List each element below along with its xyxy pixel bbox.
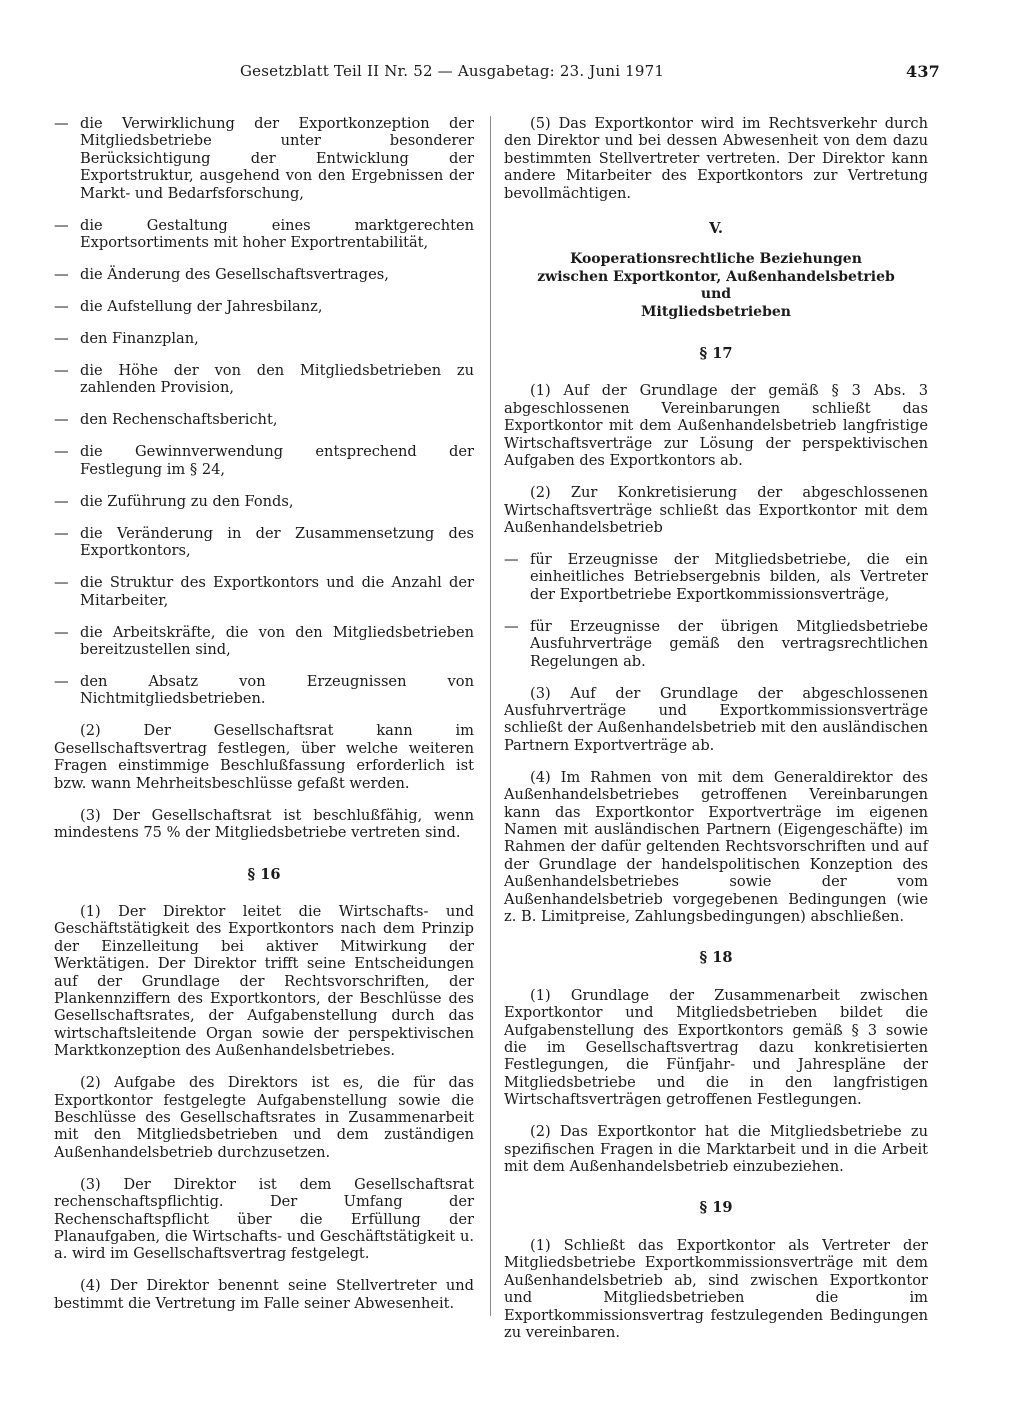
list-item: — die Verwirklichung der Exportkonzeption der Mitgliedsbetriebe unter besonderer Berücksichtigung der Entwicklung der Exportstruktur, ausgehend von den Ergebnissen der Markt- und Bedarfsforschung,: [54, 115, 474, 202]
page-header: [240, 62, 940, 86]
section-heading: § 16: [247, 865, 281, 883]
decision-list: [54, 115, 474, 708]
list-item: — für Erzeugnisse der übrigen Mitgliedsbetriebe Ausfuhrverträge gemäß den vertragsrechtlichen Regelungen ab.: [504, 617, 928, 670]
chapter-number: V.: [709, 220, 723, 238]
right-column: [504, 115, 928, 1356]
paragraph: (5) Das Exportkontor wird im Rechtsverkehr durch den Direktor und bei dessen Abwesenheit von dem dazu bestimmten Stellvertreter vertreten. Der Direktor kann andere Mitarbeiter des Exportkontors zur Vertretung bevollmächtigen.: [504, 115, 928, 202]
paragraph: (1) Auf der Grundlage der gemäß § 3 Abs. 3 abgeschlossenen Vereinbarungen schließt das Exportkontor mit dem Außenhandelsbetrieb langfristige Wirtschaftsverträge zur Lösung der perspektivischen Aufgaben des Exportkontors ab.: [504, 382, 928, 470]
header-title: Gesetzblatt Teil II Nr. 52 — Ausgabetag: 23. Juni 1971: [240, 62, 665, 80]
list-item: — die Arbeitskräfte, die von den Mitgliedsbetrieben bereitzustellen sind,: [54, 623, 474, 659]
paragraph: (3) Der Gesellschaftsrat ist beschlußfähig, wenn mindestens 75 % der Mitgliedsbetriebe vertreten sind.: [54, 806, 474, 842]
section-heading: § 18: [699, 949, 733, 967]
paragraph: (4) Im Rahmen von mit dem Generaldirektor des Außenhandelsbetriebes getroffenen Vereinbarungen kann das Exportkontor Exportverträge im eigenen Namen mit ausländischen Partnern (Eigengeschäfte) im Rahmen der dafür geltenden Rechtsvorschriften und auf der Grundlage der handelspolitischen Konzeption des Außenhandelsbetriebes sowie der vom Außenhandelsbetrieb vorgegebenen Bedingungen (wie z. B. Limitpreise, Zahlungsbedingungen) abschließen.: [504, 768, 928, 925]
list-item: — die Gewinnverwendung entsprechend der Festlegung im § 24,: [54, 443, 474, 478]
list-item: — die Gestaltung eines marktgerechten Exportsortiments mit hoher Exportrentabilität,: [54, 216, 474, 252]
paragraph: (4) Der Direktor benennt seine Stellvertreter und bestimmt die Vertretung im Falle seiner Abwesenheit.: [54, 1277, 474, 1312]
left-column: [54, 115, 474, 1327]
list-item: — den Absatz von Erzeugnissen von Nichtmitgliedsbetrieben.: [54, 673, 474, 708]
column-divider: [490, 116, 491, 1316]
paragraph: (3) Der Direktor ist dem Gesellschaftsrat rechenschaftspflichtig. Der Umfang der Rechenschaftspflicht über die Erfüllung der Planaufgaben, die Wirtschafts- und Geschäftstätigkeit u. a. wird im Gesellschaftsvertrag festgelegt.: [54, 1175, 474, 1263]
paragraph: (2) Das Exportkontor hat die Mitgliedsbetriebe zu spezifischen Fragen in die Marktarbeit und in die Arbeit mit dem Außenhandelsbetrieb einzubeziehen.: [504, 1123, 928, 1176]
paragraph: (1) Schließt das Exportkontor als Vertreter der Mitgliedsbetriebe Exportkommissionsverträge mit dem Außenhandelsbetrieb ab, sind zwischen Exportkontor und Mitgliedsbetrieben die im Exportkommissionsvertrag festzulegenden Bedingungen zu vereinbaren.: [504, 1236, 928, 1341]
list-item: — die Änderung des Gesellschaftsvertrages,: [54, 266, 389, 284]
list-item: — den Finanzplan,: [54, 330, 199, 348]
contract-list: [504, 551, 928, 670]
list-item: — für Erzeugnisse der Mitgliedsbetriebe, die ein einheitliches Betriebsergebnis bilden, als Vertreter der Exportbetriebe Exportkommissionsverträge,: [504, 550, 928, 603]
paragraph: (2) Aufgabe des Direktors ist es, die für das Exportkontor festgelegte Aufgabenstellung sowie die Beschlüsse des Gesellschaftsrates in Zusammenarbeit mit den Mitgliedsbetrieben und dem zuständigen Außenhandelsbetrieb durchzusetzen.: [54, 1074, 474, 1161]
list-item: — die Zuführung zu den Fonds,: [54, 492, 294, 510]
paragraph: (1) Der Direktor leitet die Wirtschafts- und Geschäftstätigkeit des Exportkontors nach dem Prinzip der Einzelleitung bei aktiver Mitwirkung der Werktätigen. Der Direktor trifft seine Entscheidungen auf der Grundlage der Rechtsvorschriften, der Plankennziffern des Exportkontors, der Beschlüsse des Gesellschaftsrates, der Aufgabenstellung durch das wirtschaftsleitende Organ sowie der perspektivischen Marktkonzeption des Außenhandelsbetriebes.: [54, 902, 474, 1060]
chapter-title: Kooperationsrechtliche Beziehungen zwischen Exportkontor, Außenhandelsbetrieb und Mitgliedsbetrieben: [537, 251, 895, 320]
section-heading: § 19: [699, 1199, 733, 1217]
list-item: — den Rechenschaftsbericht,: [54, 411, 278, 429]
section-heading: § 17: [699, 345, 733, 363]
paragraph: (3) Auf der Grundlage der abgeschlossenen Ausfuhrverträge und Exportkommissionsverträge schließt der Außenhandelsbetrieb mit den ausländischen Partnern Exportverträge ab.: [504, 684, 928, 754]
list-item: — die Aufstellung der Jahresbilanz,: [54, 298, 323, 316]
paragraph: (2) Der Gesellschaftsrat kann im Gesellschaftsvertrag festlegen, über welche weiteren Fragen einstimmige Beschlußfassung erforderlich ist bzw. wann Mehrheitsbeschlüsse gefaßt werden.: [54, 722, 474, 792]
page-number: 437: [906, 62, 940, 81]
paragraph: (2) Zur Konkretisierung der abgeschlossenen Wirtschaftsverträge schließt das Exportkontor mit dem Außenhandelsbetrieb: [504, 484, 928, 536]
list-item: — die Veränderung in der Zusammensetzung des Exportkontors,: [54, 524, 474, 560]
list-item: — die Höhe der von den Mitgliedsbetrieben zu zahlenden Provision,: [54, 362, 474, 397]
list-item: — die Struktur des Exportkontors und die Anzahl der Mitarbeiter,: [54, 574, 474, 609]
paragraph: (1) Grundlage der Zusammenarbeit zwischen Exportkontor und Mitgliedsbetrieben bildet die Aufgabenstellung des Exportkontors gemäß § 3 sowie die im Gesellschaftsvertrag dazu konkretisierten Festlegungen, die Fünfjahr- und Jahrespläne der Mitgliedsbetriebe und die in den langfristigen Wirtschaftsverträgen getroffenen Festlegungen.: [504, 986, 928, 1109]
